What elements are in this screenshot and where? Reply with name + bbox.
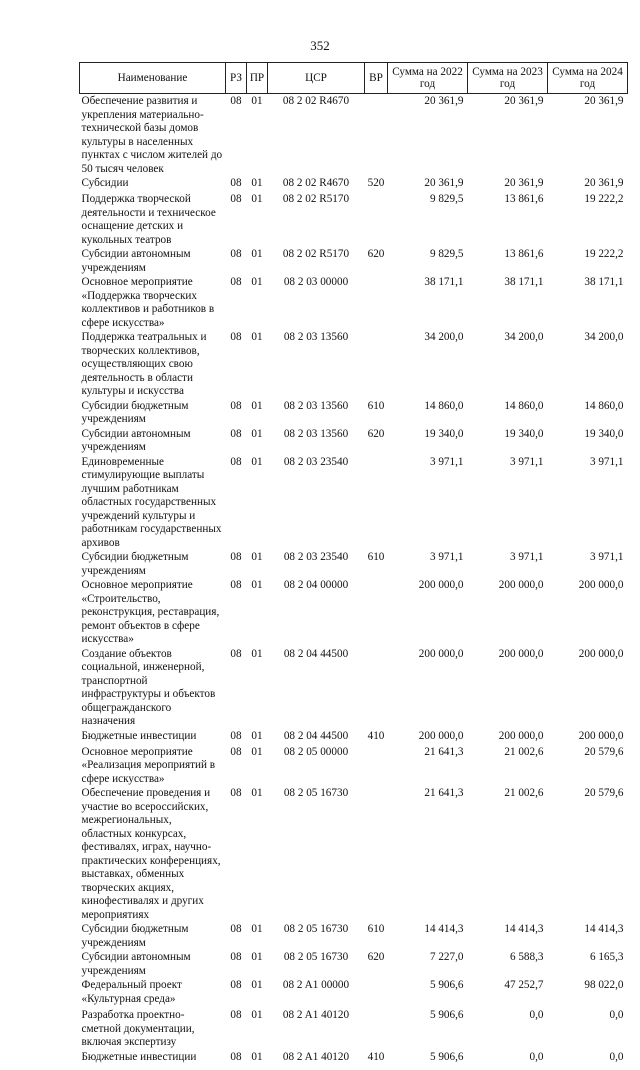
cell-rz: 08 <box>230 427 242 440</box>
cell-csr: 08 2 03 23540 <box>283 455 349 468</box>
cell-sum-2024: 19 222,2 <box>584 248 624 260</box>
cell-vr: 610 <box>367 399 385 412</box>
cell-sum-2022: 34 200,0 <box>424 331 464 343</box>
table-row <box>80 950 628 978</box>
table-row <box>80 1008 628 1050</box>
cell-vr <box>365 745 388 787</box>
cell-name: Субсидии автономным учреждениям <box>81 427 191 453</box>
table-body <box>80 94 628 1070</box>
cell-name: Основное мероприятие «Поддержка творческих коллективов и работников в сфере искусства» <box>81 276 215 329</box>
cell-name: Бюджетные инвестиции <box>81 1050 197 1063</box>
cell-name: Субсидии автономным учреждениям <box>81 951 191 977</box>
cell-sum-2023: 6 588,3 <box>509 951 544 963</box>
cell-pr: 01 <box>251 193 263 205</box>
table-row <box>80 330 628 399</box>
cell-pr: 01 <box>251 177 263 189</box>
cell-pr: 01 <box>251 248 263 260</box>
table-row <box>80 192 628 247</box>
cell-rz: 08 <box>230 729 242 742</box>
cell-rz: 08 <box>230 979 242 991</box>
cell-name: Субсидии бюджетным учреждениям <box>81 923 189 949</box>
table-row <box>80 786 628 922</box>
cell-sum-2022: 7 227,0 <box>429 951 464 963</box>
cell-csr: 08 2 03 23540 <box>283 551 349 563</box>
cell-csr: 08 2 03 13560 <box>283 427 349 440</box>
cell-rz: 08 <box>230 331 242 343</box>
cell-vr: 410 <box>367 1050 385 1063</box>
table-row <box>80 399 628 427</box>
cell-vr <box>365 978 388 1008</box>
cell-sum-2023: 0,0 <box>529 1009 544 1021</box>
cell-pr: 01 <box>251 276 263 288</box>
cell-pr: 01 <box>251 455 263 468</box>
cell-csr: 08 2 03 13560 <box>283 399 349 412</box>
cell-sum-2023: 20 361,9 <box>504 95 544 107</box>
cell-vr: 620 <box>367 427 385 440</box>
cell-rz: 08 <box>230 951 242 963</box>
page-number: 352 <box>310 38 330 53</box>
cell-sum-2023: 21 002,6 <box>504 745 544 758</box>
cell-name: Единовременные стимулирующие выплаты лучшим работникам областных государственных учреждений культуры и работникам государственных архивов <box>81 455 222 549</box>
table-row <box>80 275 628 330</box>
table-row <box>80 94 628 177</box>
cell-sum-2022: 3 971,1 <box>429 551 464 563</box>
cell-sum-2024: 19 340,0 <box>584 427 624 440</box>
cell-sum-2022: 5 906,6 <box>429 979 464 991</box>
table-row <box>80 176 628 192</box>
cell-sum-2023: 3 971,1 <box>509 551 544 563</box>
header-pr: ПР <box>247 63 268 94</box>
table-row <box>80 745 628 787</box>
cell-sum-2023: 0,0 <box>529 1050 544 1063</box>
cell-name: Субсидии <box>81 177 129 189</box>
table-row <box>80 978 628 1008</box>
cell-name: Федеральный проект «Культурная среда» <box>81 979 182 1005</box>
cell-pr: 01 <box>251 729 263 742</box>
cell-vr <box>365 786 388 922</box>
cell-sum-2024: 3 971,1 <box>589 455 624 468</box>
table-row <box>80 550 628 578</box>
cell-sum-2023: 14 860,0 <box>504 399 544 412</box>
cell-csr: 08 2 03 00000 <box>283 276 349 288</box>
cell-csr: 08 2 05 16730 <box>283 951 349 963</box>
cell-sum-2023: 13 861,6 <box>504 193 544 205</box>
cell-name: Основное мероприятие «Строительство, реконструкция, реставрация, ремонт объектов в сфере искусства» <box>81 579 220 645</box>
cell-sum-2024: 200 000,0 <box>578 579 624 591</box>
cell-rz: 08 <box>230 248 242 260</box>
table-row <box>80 922 628 950</box>
cell-sum-2023: 3 971,1 <box>509 455 544 468</box>
header-name: Наименование <box>80 63 226 94</box>
cell-sum-2024: 20 579,6 <box>584 787 624 799</box>
cell-sum-2022: 9 829,5 <box>429 248 464 260</box>
cell-csr: 08 2 04 44500 <box>283 647 349 660</box>
cell-sum-2022: 21 641,3 <box>424 787 464 799</box>
cell-csr: 08 2 04 44500 <box>283 729 349 742</box>
cell-sum-2023: 47 252,7 <box>504 979 544 991</box>
cell-sum-2022: 20 361,9 <box>424 95 464 107</box>
header-sum-2024: Сумма на 2024 год <box>548 63 628 94</box>
cell-vr: 610 <box>367 923 385 935</box>
cell-vr <box>365 94 388 177</box>
cell-sum-2024: 200 000,0 <box>578 729 624 742</box>
cell-vr: 610 <box>367 551 385 563</box>
cell-rz: 08 <box>230 551 242 563</box>
cell-pr: 01 <box>251 787 263 799</box>
cell-name: Субсидии бюджетным учреждениям <box>81 551 189 577</box>
cell-csr: 08 2 02 R5170 <box>282 248 350 260</box>
cell-sum-2023: 20 361,9 <box>504 177 544 189</box>
cell-sum-2023: 38 171,1 <box>504 276 544 288</box>
cell-csr: 08 2 04 00000 <box>283 579 349 591</box>
cell-pr: 01 <box>251 1050 263 1063</box>
cell-pr: 01 <box>251 427 263 440</box>
header-sum-2023: Сумма на 2023 год <box>468 63 548 94</box>
cell-sum-2022: 9 829,5 <box>429 193 464 205</box>
cell-sum-2022: 14 860,0 <box>424 399 464 412</box>
cell-csr: 08 2 05 16730 <box>283 923 349 935</box>
cell-rz: 08 <box>230 787 242 799</box>
cell-csr: 08 2 02 R4670 <box>282 177 350 189</box>
cell-sum-2023: 21 002,6 <box>504 787 544 799</box>
cell-vr <box>365 647 388 729</box>
cell-rz: 08 <box>230 579 242 591</box>
cell-vr <box>365 330 388 399</box>
cell-rz: 08 <box>230 177 242 189</box>
cell-sum-2022: 38 171,1 <box>424 276 464 288</box>
cell-pr: 01 <box>251 951 263 963</box>
cell-sum-2022: 200 000,0 <box>418 579 464 591</box>
header-rz: РЗ <box>226 63 247 94</box>
cell-sum-2022: 14 414,3 <box>424 923 464 935</box>
cell-name: Обеспечение проведения и участие во всероссийских, межрегиональных, областных конкурсах, фестивалях, играх, научно-практических конференциях, выставках, обменных творческих акциях, кинофестивалях и других мероприятиях <box>81 787 221 921</box>
table-row <box>80 578 628 647</box>
table-row <box>80 455 628 551</box>
cell-sum-2023: 34 200,0 <box>504 331 544 343</box>
cell-csr: 08 2 02 R5170 <box>282 193 350 205</box>
table-row <box>80 729 628 745</box>
table-row <box>80 427 628 455</box>
cell-rz: 08 <box>230 276 242 288</box>
cell-csr: 08 2 A1 40120 <box>282 1009 350 1021</box>
cell-name: Поддержка театральных и творческих коллективов, осуществляющих свою деятельность в области культуры и искусства <box>81 331 207 397</box>
cell-rz: 08 <box>230 399 242 412</box>
cell-sum-2024: 14 414,3 <box>584 923 624 935</box>
cell-sum-2022: 20 361,9 <box>424 177 464 189</box>
cell-sum-2024: 3 971,1 <box>589 551 624 563</box>
cell-sum-2023: 13 861,6 <box>504 248 544 260</box>
cell-sum-2024: 0,0 <box>609 1050 624 1063</box>
cell-name: Основное мероприятие «Реализация мероприятий в сфере искусства» <box>81 745 216 785</box>
cell-sum-2022: 19 340,0 <box>424 427 464 440</box>
cell-pr: 01 <box>251 647 263 660</box>
header-sum-2022: Сумма на 2022 год <box>388 63 468 94</box>
cell-name: Поддержка творческой деятельности и техническое оснащение детских и кукольных театров <box>81 193 216 246</box>
cell-vr <box>365 1008 388 1050</box>
cell-csr: 08 2 03 13560 <box>283 331 349 343</box>
cell-vr <box>365 578 388 647</box>
cell-sum-2024: 19 222,2 <box>584 193 624 205</box>
cell-sum-2022: 21 641,3 <box>424 745 464 758</box>
cell-pr: 01 <box>251 923 263 935</box>
cell-name: Бюджетные инвестиции <box>81 729 197 742</box>
cell-sum-2024: 20 361,9 <box>584 95 624 107</box>
cell-sum-2022: 5 906,6 <box>429 1009 464 1021</box>
cell-sum-2024: 200 000,0 <box>578 647 624 660</box>
cell-vr: 410 <box>367 729 385 742</box>
cell-sum-2024: 98 022,0 <box>584 979 624 991</box>
cell-rz: 08 <box>230 193 242 205</box>
cell-sum-2022: 3 971,1 <box>429 455 464 468</box>
cell-vr <box>365 455 388 551</box>
cell-csr: 08 2 05 00000 <box>283 745 349 758</box>
cell-rz: 08 <box>230 1050 242 1063</box>
cell-rz: 08 <box>230 95 242 107</box>
table-header-row <box>80 63 628 94</box>
table-row <box>80 1050 628 1070</box>
cell-csr: 08 2 05 16730 <box>283 787 349 799</box>
cell-rz: 08 <box>230 745 242 758</box>
cell-vr <box>365 192 388 247</box>
cell-rz: 08 <box>230 1009 242 1021</box>
cell-sum-2022: 200 000,0 <box>418 647 464 660</box>
cell-sum-2023: 14 414,3 <box>504 923 544 935</box>
budget-table <box>79 62 628 1070</box>
cell-pr: 01 <box>251 331 263 343</box>
cell-name: Создание объектов социальной, инженерной, транспортной инфраструктуры и объектов общегражданского назначения <box>81 647 216 727</box>
cell-pr: 01 <box>251 745 263 758</box>
header-csr: ЦСР <box>268 63 365 94</box>
cell-vr <box>365 275 388 330</box>
cell-sum-2024: 0,0 <box>609 1009 624 1021</box>
cell-name: Субсидии автономным учреждениям <box>81 248 191 274</box>
cell-pr: 01 <box>251 1009 263 1021</box>
cell-rz: 08 <box>230 455 242 468</box>
cell-sum-2024: 20 361,9 <box>584 177 624 189</box>
cell-sum-2023: 200 000,0 <box>498 647 544 660</box>
cell-pr: 01 <box>251 399 263 412</box>
cell-csr: 08 2 A1 40120 <box>282 1050 350 1063</box>
cell-pr: 01 <box>251 95 263 107</box>
cell-csr: 08 2 02 R4670 <box>282 95 350 107</box>
cell-rz: 08 <box>230 647 242 660</box>
cell-sum-2022: 200 000,0 <box>418 729 464 742</box>
cell-sum-2024: 6 165,3 <box>589 951 624 963</box>
cell-sum-2024: 20 579,6 <box>584 745 624 758</box>
cell-sum-2024: 34 200,0 <box>584 331 624 343</box>
cell-pr: 01 <box>251 579 263 591</box>
cell-name: Обеспечение развития и укрепления материально-технической базы домов культуры в населенных пунктах с числом жителей до 50 тысяч человек <box>81 95 223 175</box>
cell-sum-2023: 19 340,0 <box>504 427 544 440</box>
cell-vr: 620 <box>367 248 385 260</box>
cell-csr: 08 2 A1 00000 <box>282 979 350 991</box>
cell-sum-2024: 38 171,1 <box>584 276 624 288</box>
cell-sum-2023: 200 000,0 <box>498 579 544 591</box>
cell-vr: 520 <box>367 177 385 189</box>
cell-pr: 01 <box>251 551 263 563</box>
cell-rz: 08 <box>230 923 242 935</box>
cell-pr: 01 <box>251 979 263 991</box>
table-row <box>80 247 628 275</box>
cell-sum-2022: 5 906,6 <box>429 1050 464 1063</box>
cell-vr: 620 <box>367 951 385 963</box>
cell-sum-2024: 14 860,0 <box>584 399 624 412</box>
table-row <box>80 647 628 729</box>
header-vr: ВР <box>365 63 388 94</box>
cell-name: Разработка проектно-сметной документации, включая экспертизу <box>81 1009 195 1048</box>
cell-name: Субсидии бюджетным учреждениям <box>81 399 189 425</box>
cell-sum-2023: 200 000,0 <box>498 729 544 742</box>
